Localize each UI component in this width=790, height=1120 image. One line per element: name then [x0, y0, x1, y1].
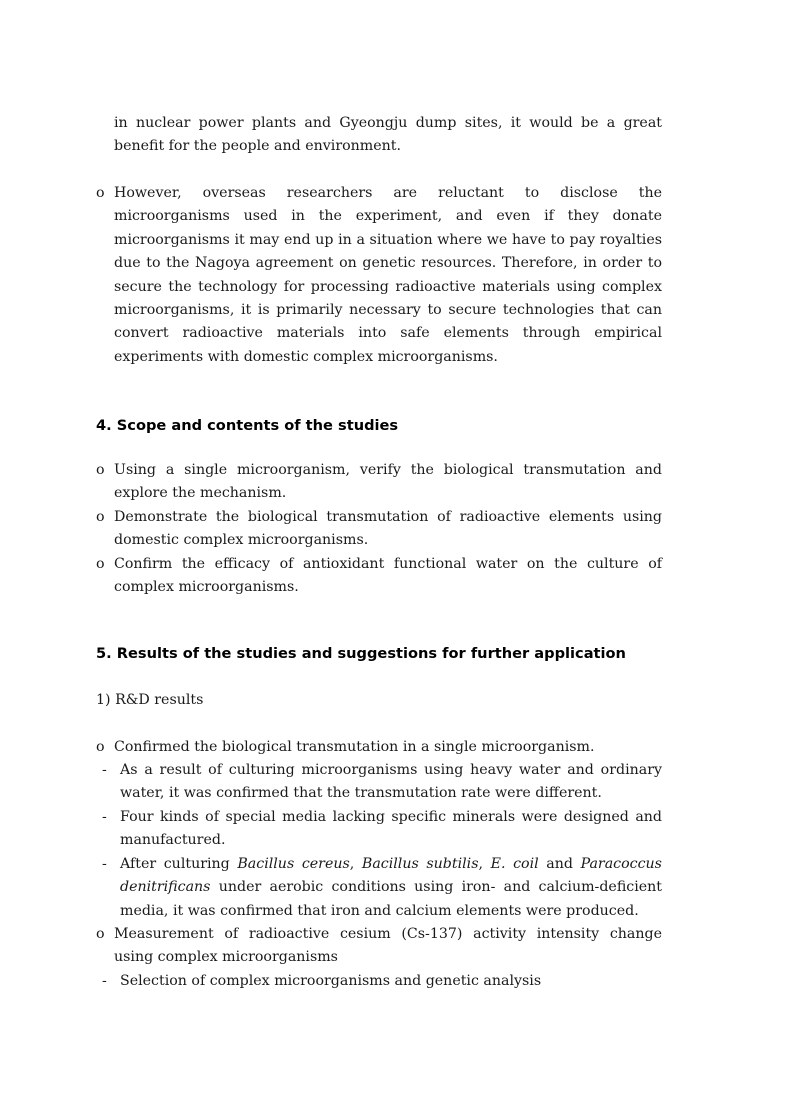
section-4-item-3-text: Confirm the efficacy of antioxidant functional water on the culture of complex microorganisms.: [114, 556, 662, 596]
dash-marker: -: [102, 809, 107, 825]
results-bullet-2: [96, 923, 662, 970]
bullet-marker: o: [96, 462, 105, 478]
intro-paragraph-text: However, overseas researchers are reluctant to disclose the microorganisms used in the experiment, and even if they donate microorganisms it may end up in a situation where we have to pay royalties due to the Nagoya agreement on genetic resources. Therefore, in order to secure the technology for processing radioactive materials using complex microorganisms, it is primarily necessary to secure technologies that can convert radioactive materials into safe elements through empirical experiments with domestic complex microorganisms.: [114, 185, 662, 365]
rd-results-subheading: 1) R&D results: [96, 692, 204, 708]
bullet-marker: o: [96, 185, 105, 201]
dash-3-tail: under aerobic conditions using iron- and calcium-deficient media, it was confirmed that iron and calcium elements were produced.: [120, 879, 662, 919]
intro-paragraph: [96, 182, 662, 369]
bullet-marker: o: [96, 926, 105, 942]
section-4-item-2-text: Demonstrate the biological transmutation of radioactive elements using domestic complex microorganisms.: [114, 509, 662, 549]
dash-marker: -: [102, 762, 107, 778]
species-bacillus-cereus: Bacillus cereus: [237, 856, 350, 872]
intro-continuation: in nuclear power plants and Gyeongju dump sites, it would be a great benefit for the people and environment.: [114, 115, 662, 155]
results-dash-1-text: As a result of culturing microorganisms using heavy water and ordinary water, it was confirmed that the transmutation rate were different.: [120, 762, 662, 802]
results-dash-2: [102, 806, 662, 853]
dash-marker: -: [102, 973, 107, 989]
results-bullet-1: [96, 736, 662, 759]
results-dash-2-text: Four kinds of special media lacking specific minerals were designed and manufactured.: [120, 809, 662, 849]
section-4-item-1-text: Using a single microorganism, verify the biological transmutation and explore the mechanism.: [114, 462, 662, 502]
species-bacillus-subtilis: Bacillus subtilis: [361, 856, 479, 872]
section-4-item-3: [96, 553, 662, 600]
results-dash-4-text: Selection of complex microorganisms and genetic analysis: [120, 973, 542, 989]
species-paracoccus-denitrificans: Paracoccus denitrificans: [120, 856, 662, 896]
section-4-item-2: [96, 506, 662, 553]
results-dash-3: [102, 853, 662, 923]
separator: and: [538, 856, 581, 872]
results-bullet-1-text: Confirmed the biological transmutation in a single microorganism.: [114, 739, 595, 755]
section-4-title: 4. Scope and contents of the studies: [96, 417, 399, 434]
section-5-title: 5. Results of the studies and suggestions for further application: [96, 645, 626, 662]
dash-3-lead: After culturing: [120, 856, 238, 872]
separator: ,: [478, 856, 491, 872]
section-4-item-1: [96, 459, 662, 506]
bullet-marker: o: [96, 509, 105, 525]
bullet-marker: o: [96, 556, 105, 572]
species-e-coil: E. coil: [490, 856, 539, 872]
results-dash-1: [102, 759, 662, 806]
results-bullet-2-text: Measurement of radioactive cesium (Cs-137) activity intensity change using complex microorganisms: [114, 926, 662, 966]
separator: ,: [349, 856, 362, 872]
results-dash-4: [102, 970, 662, 993]
dash-marker: -: [102, 856, 107, 872]
bullet-marker: o: [96, 739, 105, 755]
